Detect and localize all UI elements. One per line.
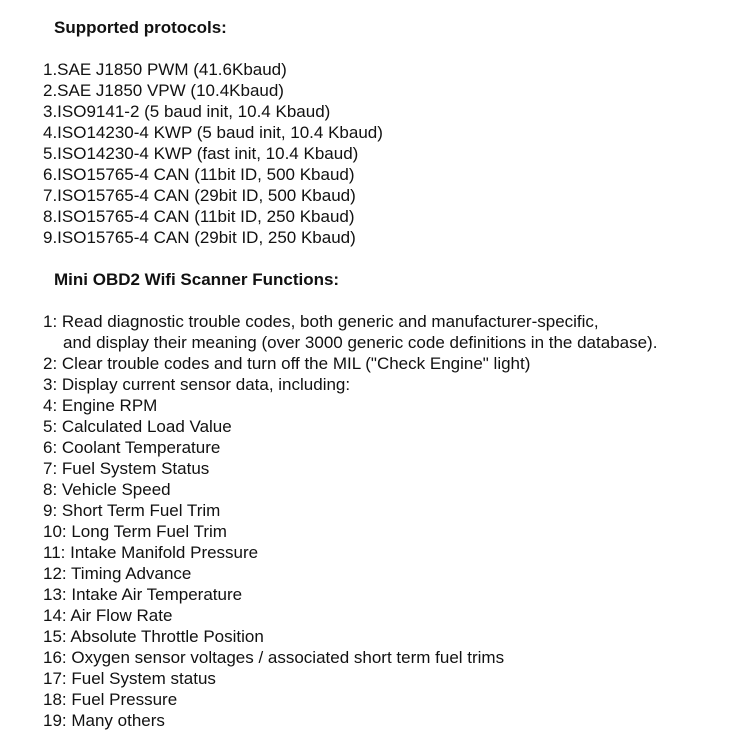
function-item-1-continuation: and display their meaning (over 3000 generic code definitions in the database). xyxy=(63,333,658,352)
protocol-item-8: 8.ISO15765-4 CAN (11bit ID, 250 Kbaud) xyxy=(43,207,355,226)
function-item-15: 15: Absolute Throttle Position xyxy=(43,627,264,646)
function-item-8: 8: Vehicle Speed xyxy=(43,480,171,499)
function-item-16: 16: Oxygen sensor voltages / associated short term fuel trims xyxy=(43,648,505,667)
protocol-item-5: 5.ISO14230-4 KWP (fast init, 10.4 Kbaud) xyxy=(43,144,359,163)
protocol-item-2: 2.SAE J1850 VPW (10.4Kbaud) xyxy=(43,81,284,100)
protocol-item-3: 3.ISO9141-2 (5 baud init, 10.4 Kbaud) xyxy=(43,102,331,121)
function-item-3: 3: Display current sensor data, including: xyxy=(43,375,351,394)
protocol-item-7: 7.ISO15765-4 CAN (29bit ID, 500 Kbaud) xyxy=(43,186,356,205)
protocol-item-6: 6.ISO15765-4 CAN (11bit ID, 500 Kbaud) xyxy=(43,165,355,184)
protocol-item-4: 4.ISO14230-4 KWP (5 baud init, 10.4 Kbaud) xyxy=(43,123,383,142)
scanner-functions-list xyxy=(0,311,750,731)
function-item-10: 10: Long Term Fuel Trim xyxy=(43,522,227,541)
function-item-17: 17: Fuel System status xyxy=(43,669,216,688)
scanner-functions-heading: Mini OBD2 Wifi Scanner Functions: xyxy=(54,270,340,289)
function-item-9: 9: Short Term Fuel Trim xyxy=(43,501,221,520)
supported-protocols-heading: Supported protocols: xyxy=(54,18,227,37)
protocol-item-1: 1.SAE J1850 PWM (41.6Kbaud) xyxy=(43,60,287,79)
function-item-11: 11: Intake Manifold Pressure xyxy=(43,543,259,562)
function-item-5: 5: Calculated Load Value xyxy=(43,417,232,436)
function-item-2: 2: Clear trouble codes and turn off the MIL ("Check Engine" light) xyxy=(43,354,531,373)
supported-protocols-list xyxy=(0,59,750,248)
function-item-7: 7: Fuel System Status xyxy=(43,459,210,478)
protocol-item-9: 9.ISO15765-4 CAN (29bit ID, 250 Kbaud) xyxy=(43,228,356,247)
function-item-13: 13: Intake Air Temperature xyxy=(43,585,243,604)
function-item-6: 6: Coolant Temperature xyxy=(43,438,221,457)
function-item-12: 12: Timing Advance xyxy=(43,564,192,583)
function-item-18: 18: Fuel Pressure xyxy=(43,690,178,709)
function-item-4: 4: Engine RPM xyxy=(43,396,158,415)
function-item-14: 14: Air Flow Rate xyxy=(43,606,173,625)
function-item-19: 19: Many others xyxy=(43,711,165,730)
function-item-1: 1: Read diagnostic trouble codes, both generic and manufacturer-specific, xyxy=(43,312,599,331)
